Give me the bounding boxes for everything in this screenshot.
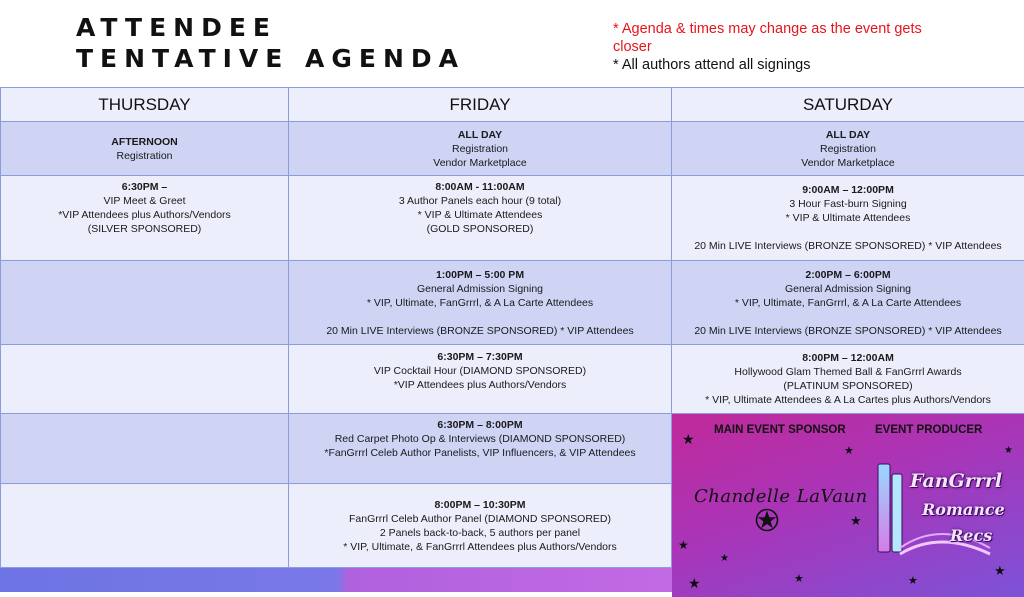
session-time: ALL DAY — [825, 128, 871, 141]
agenda-cell — [672, 261, 1024, 345]
session-extra: 20 Min LIVE Interviews (BRONZE SPONSORED) * VIP Attendees — [694, 324, 1002, 337]
agenda-cell — [289, 261, 672, 345]
session-line: * VIP, Ultimate Attendees & A La Cartes plus Authors/Vendors — [705, 394, 991, 406]
agenda-cell — [289, 484, 672, 568]
agenda-cell-empty — [1, 261, 289, 345]
agenda-cell — [1, 122, 289, 176]
session-line: FanGrrrl Celeb Author Panel (DIAMOND SPONSORED) — [349, 512, 611, 525]
session-extra: 20 Min LIVE Interviews (BRONZE SPONSORED) * VIP Attendees — [326, 324, 634, 337]
session-line: Red Carpet Photo Op & Interviews (DIAMOND SPONSORED) — [334, 433, 626, 445]
session-line: Hollywood Glam Themed Ball & FanGrrrl Awards — [734, 366, 962, 378]
agenda-cell — [672, 345, 1024, 414]
agenda-title — [76, 12, 465, 74]
session-line: VIP Meet & Greet — [103, 195, 186, 207]
session-time: 2:00PM – 6:00PM — [805, 268, 891, 281]
session-line: 3 Author Panels each hour (9 total) — [398, 195, 562, 207]
agenda-row — [1, 261, 1024, 345]
session-line: 3 Hour Fast-burn Signing — [789, 198, 907, 210]
day-header-friday: FRIDAY — [289, 88, 672, 122]
main-sponsor-label: MAIN EVENT SPONSOR — [714, 424, 846, 436]
session-time: 8:00PM – 12:00AM — [802, 352, 894, 364]
day-header-saturday: SATURDAY — [672, 88, 1024, 122]
session-line: * VIP & Ultimate Attendees — [417, 209, 543, 221]
logo-word-2: Romance — [922, 500, 1005, 519]
decorative-gradient-bar — [0, 568, 672, 592]
agenda-cell — [289, 414, 672, 484]
agenda-row — [1, 345, 1024, 414]
pentacle-icon — [755, 508, 779, 532]
star-icon: ★ — [794, 573, 804, 585]
session-line: (GOLD SPONSORED) — [426, 223, 534, 235]
title-line-1: ATTENDEE — [76, 13, 277, 42]
agenda-cell — [289, 345, 672, 414]
session-line: Registration — [819, 142, 877, 155]
agenda-cell — [672, 122, 1024, 176]
agenda-cell — [289, 176, 672, 261]
session-time: 8:00PM – 10:30PM — [434, 498, 526, 511]
session-time: AFTERNOON — [111, 135, 178, 148]
session-line: *VIP Attendees plus Authors/Vendors — [58, 209, 231, 221]
session-line: * VIP, Ultimate, & FanGrrrl Attendees plus Authors/Vendors — [343, 540, 617, 553]
star-icon: ★ — [1004, 445, 1013, 456]
day-header-thursday: THURSDAY — [1, 88, 289, 122]
session-line: General Admission Signing — [416, 282, 544, 295]
agenda-cell-empty — [1, 414, 289, 484]
note-change-warning: * Agenda & times may change as the event gets closer — [613, 21, 922, 55]
session-line: *VIP Attendees plus Authors/Vendors — [393, 379, 567, 391]
session-time: 8:00AM - 11:00AM — [435, 181, 525, 193]
session-line: Vendor Marketplace — [433, 156, 527, 169]
main-sponsor-signature: Chandelle LaVaun — [694, 486, 868, 507]
sponsor-panel — [672, 414, 1024, 597]
session-time: 6:30PM – — [121, 181, 168, 193]
session-line: * VIP, Ultimate, FanGrrrl, & A La Carte Attendees — [366, 296, 594, 309]
star-icon: ★ — [908, 575, 918, 587]
session-line: * VIP, Ultimate, FanGrrrl, & A La Carte Attendees — [734, 296, 962, 309]
agenda-cell-empty — [1, 345, 289, 414]
session-line: * VIP & Ultimate Attendees — [785, 212, 911, 224]
logo-word-3: Recs — [950, 526, 993, 545]
session-time: 1:00PM – 5:00 PM — [435, 268, 525, 281]
session-line: Vendor Marketplace — [801, 156, 895, 169]
star-icon: ★ — [678, 538, 689, 552]
event-producer-label: EVENT PRODUCER — [875, 424, 983, 436]
session-extra: 20 Min LIVE Interviews (BRONZE SPONSORED) * VIP Attendees — [694, 240, 1002, 252]
session-time: 6:30PM – 7:30PM — [437, 351, 523, 363]
session-line: Registration — [116, 149, 173, 162]
star-icon: ★ — [844, 445, 854, 457]
day-header-row — [1, 88, 1024, 122]
session-line: *FanGrrrl Celeb Author Panelists, VIP Influencers, & VIP Attendees — [324, 447, 636, 459]
agenda-cell — [1, 176, 289, 261]
star-icon: ★ — [994, 563, 1006, 578]
session-time: 9:00AM – 12:00PM — [802, 184, 894, 196]
agenda-row — [1, 176, 1024, 261]
star-icon: ★ — [688, 575, 701, 591]
session-line: (PLATINUM SPONSORED) — [783, 380, 913, 392]
fangrrrl-logo — [870, 460, 1010, 560]
agenda-cell — [289, 122, 672, 176]
session-time: 6:30PM – 8:00PM — [437, 419, 523, 431]
star-icon: ★ — [682, 431, 695, 447]
star-icon: ★ — [850, 513, 862, 528]
session-time: ALL DAY — [457, 128, 503, 141]
agenda-row — [1, 122, 1024, 176]
logo-word-1: FanGrrrl — [910, 470, 1003, 492]
title-line-2: TENTATIVE AGENDA — [76, 44, 466, 73]
agenda-cell-empty — [1, 484, 289, 568]
session-line: General Admission Signing — [784, 282, 912, 295]
session-line: Registration — [451, 142, 509, 155]
agenda-notes — [613, 20, 933, 74]
note-authors: * All authors attend all signings — [613, 57, 811, 73]
agenda-cell — [672, 176, 1024, 261]
session-line: (SILVER SPONSORED) — [87, 223, 202, 235]
star-icon: ★ — [720, 553, 729, 564]
session-line: 2 Panels back-to-back, 5 authors per panel — [379, 526, 581, 539]
session-line: VIP Cocktail Hour (DIAMOND SPONSORED) — [373, 365, 587, 377]
